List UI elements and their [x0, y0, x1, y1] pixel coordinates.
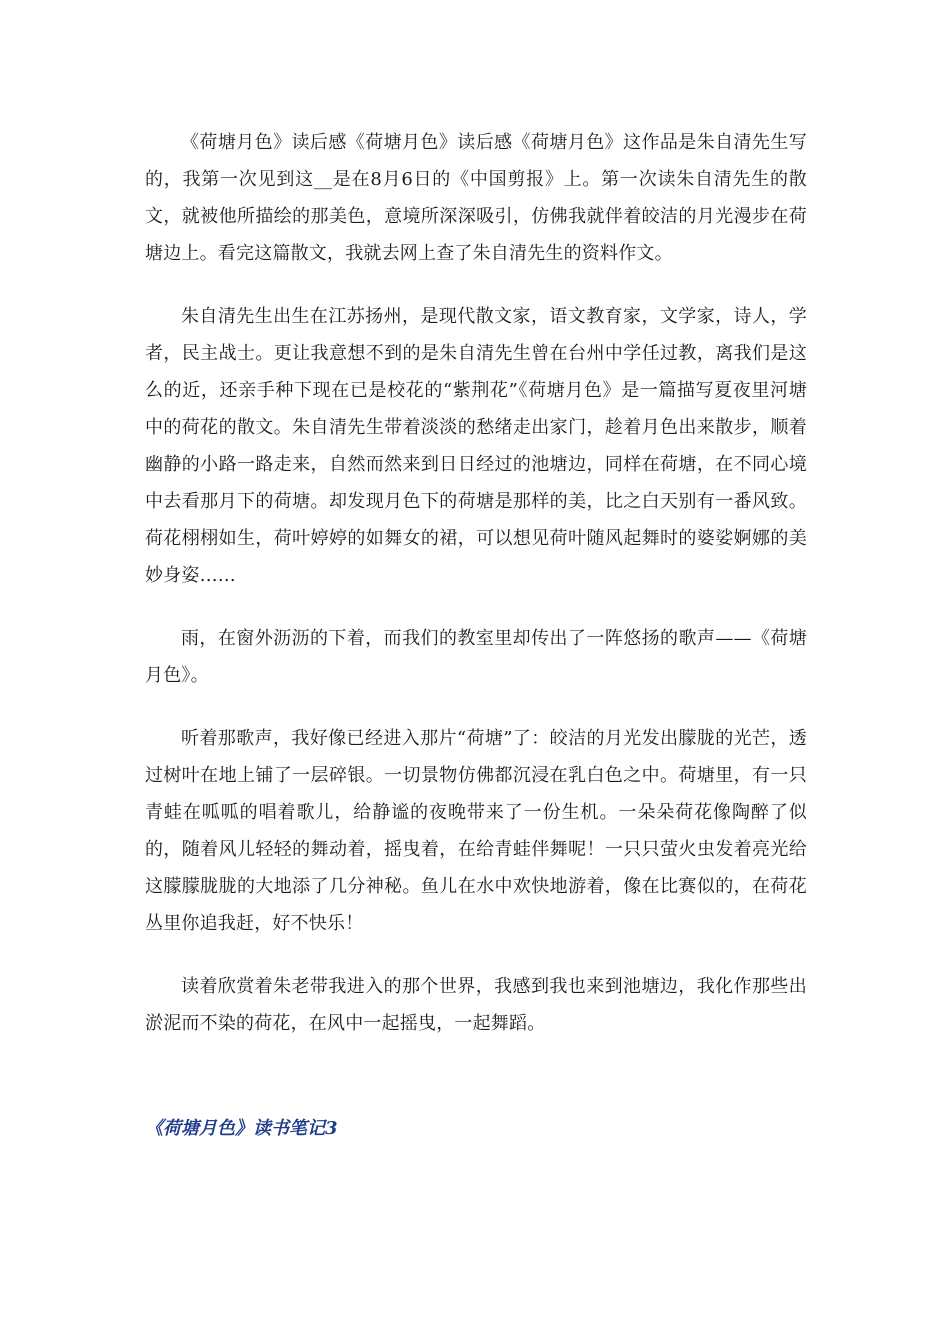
paragraph-2: 朱自清先生出生在江苏扬州，是现代散文家，语文教育家，文学家，诗人，学者，民主战士。更让我意想不到的是朱自清先生曾在台州中学任过教，离我们是这么的近，还亲手种下现在已是校花的“紫荆花”《荷塘月色》是一篇描写夏夜里河塘中的荷花的散文。朱自清先生带着淡淡的愁绪走出家门，趁着月色出来散步，顺着幽静的小路一路走来，自然而然来到日日经过的池塘边，同样在荷塘，在不同心境中去看那月下的荷塘。却发现月色下的荷塘是那样的美，比之白天别有一番风致。荷花栩栩如生，荷叶婷婷的如舞女的裙，可以想见荷叶随风起舞时的婆娑婀娜的美妙身姿…… — [145, 306, 807, 586]
paragraph-1: 《荷塘月色》读后感《荷塘月色》读后感《荷塘月色》这作品是朱自清先生写的，我第一次见到这__是在8月6日的《中国剪报》上。第一次读朱自清先生的散文，就被他所描绘的那美色，意境所深深吸引，仿佛我就伴着皎洁的月光漫步在荷塘边上。看完这篇散文，我就去网上查了朱自清先生的资料作文。 — [145, 132, 807, 264]
paragraph-3: 雨，在窗外沥沥的下着，而我们的教室里却传出了一阵悠扬的歌声——《荷塘月色》。 — [145, 628, 807, 686]
section-heading: 《荷塘月色》读书笔记3 — [145, 1118, 338, 1139]
paragraph-5: 读着欣赏着朱老带我进入的那个世界，我感到我也来到池塘边，我化作那些出淤泥而不染的荷花，在风中一起摇曳，一起舞蹈。 — [145, 976, 807, 1034]
document-body — [145, 124, 807, 1068]
paragraph-4: 听着那歌声，我好像已经进入那片“荷塘”了：皎洁的月光发出朦胧的光芒，透过树叶在地上铺了一层碎银。一切景物仿佛都沉浸在乳白色之中。荷塘里，有一只青蛙在呱呱的唱着歌儿，给静谧的夜晚带来了一份生机。一朵朵荷花像陶醉了似的，随着风儿轻轻的舞动着，摇曳着，在给青蛙伴舞呢！一只只萤火虫发着亮光给这朦朦胧胧的大地添了几分神秘。鱼儿在水中欢快地游着，像在比赛似的，在荷花丛里你追我赶，好不快乐！ — [145, 728, 807, 934]
